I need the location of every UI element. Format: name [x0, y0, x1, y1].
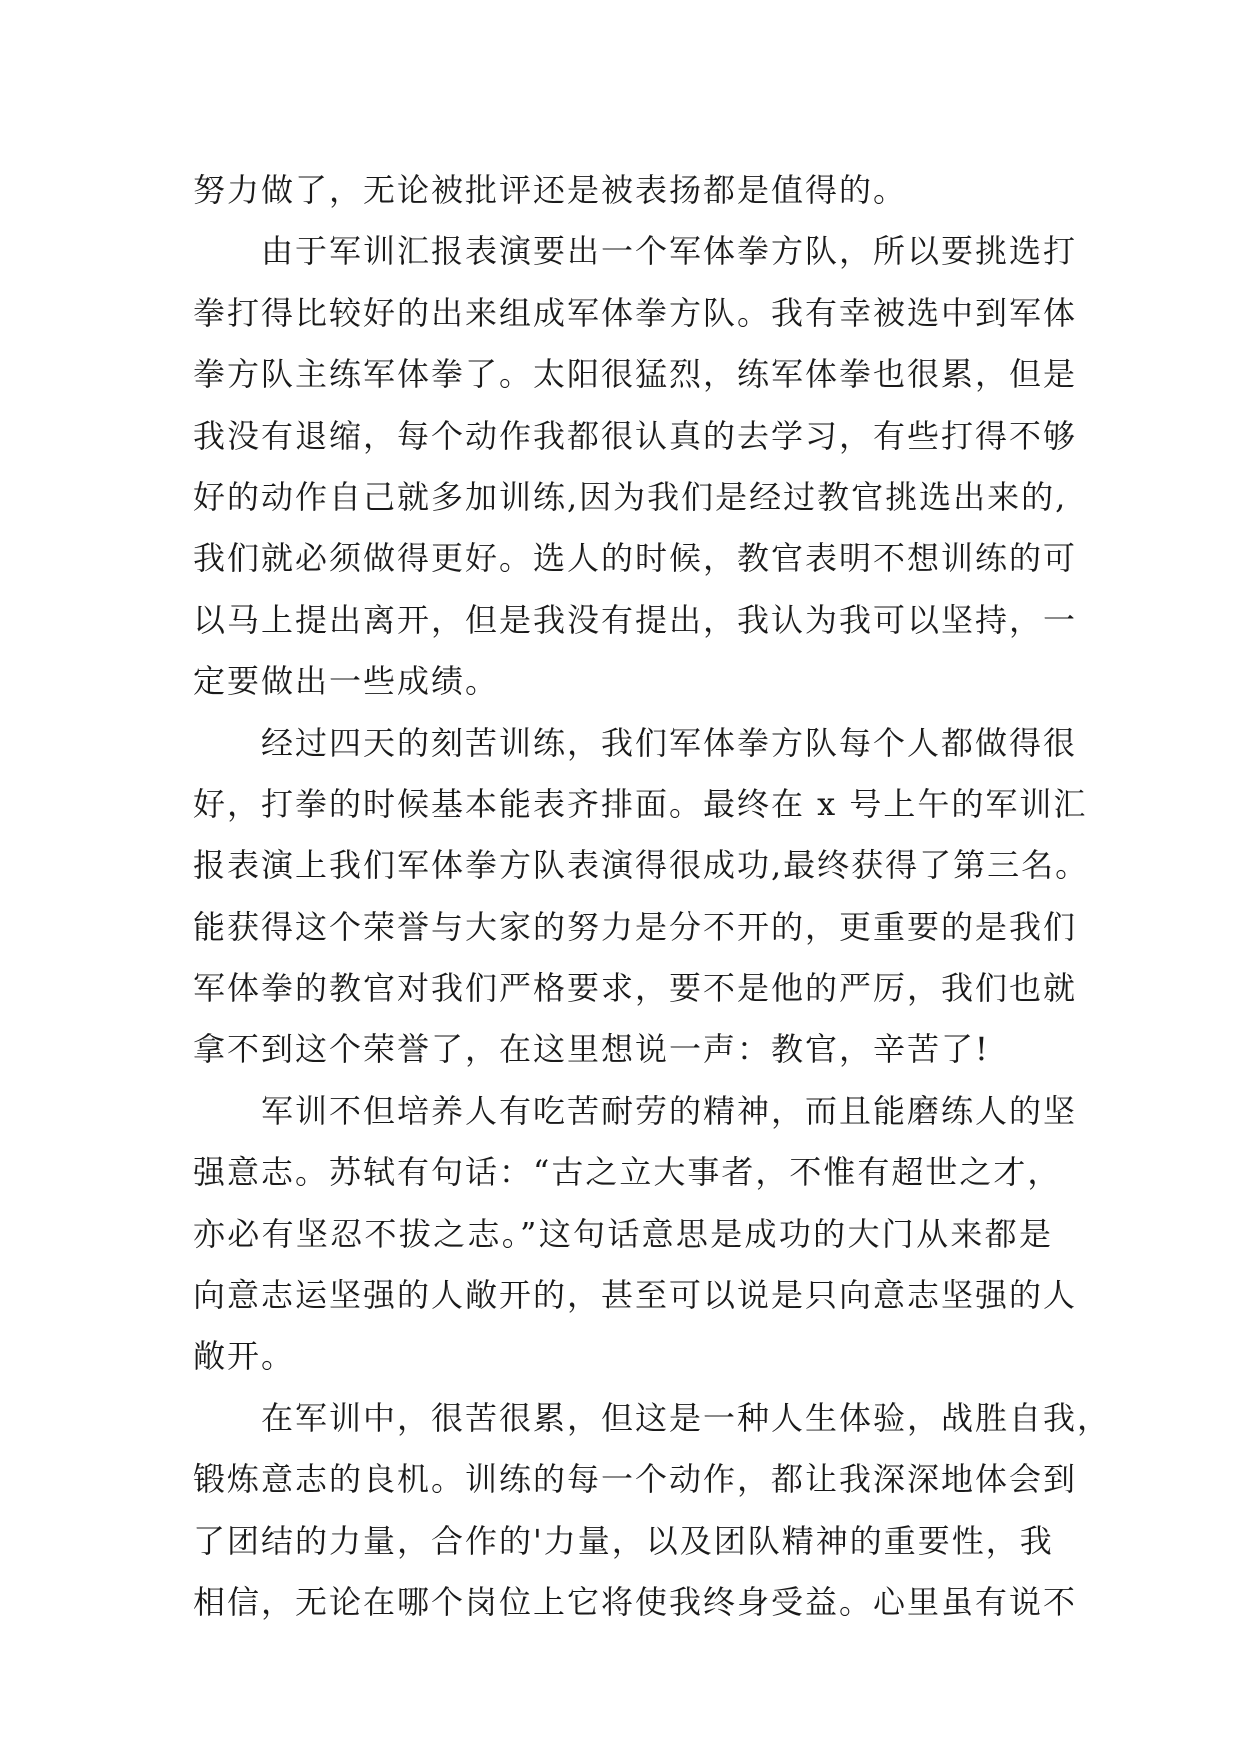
text-line: 相信，无论在哪个岗位上它将使我终身受益。心里虽有说不	[193, 1582, 1078, 1621]
text-line: 定要做出一些成绩。	[193, 662, 500, 701]
paragraph-first-line: 由于军训汇报表演要出一个军体拳方队，所以要挑选打	[261, 232, 1078, 271]
paragraph-first-line: 军训不但培养人有吃苦耐劳的精神，而且能磨练人的坚	[261, 1091, 1078, 1130]
text-line: 拳打得比较好的出来组成军体拳方队。我有幸被选中到军体	[193, 293, 1078, 332]
text-line: 亦必有坚忍不拔之志。”这句话意思是成功的大门从来都是	[193, 1214, 1053, 1253]
text-line: 拿不到这个荣誉了，在这里想说一声：教官，辛苦了!	[193, 1030, 990, 1069]
body-text	[193, 160, 1112, 1633]
text-line: 敞开。	[193, 1337, 296, 1376]
text-line: 向意志运坚强的人敞开的，甚至可以说是只向意志坚强的人	[193, 1276, 1078, 1315]
text-line: 报表演上我们军体拳方队表演得很成功,最终获得了第三名。	[193, 846, 1090, 885]
text-line: 好，打拳的时候基本能表齐排面。最终在 x 号上午的军训汇	[193, 784, 1088, 823]
text-line: 军体拳的教官对我们严格要求，要不是他的严厉，我们也就	[193, 969, 1078, 1008]
text-line: 拳方队主练军体拳了。太阳很猛烈，练军体拳也很累，但是	[193, 355, 1078, 394]
text-line: 我没有退缩，每个动作我都很认真的去学习，有些打得不够	[193, 416, 1078, 455]
paragraph-first-line: 经过四天的刻苦训练，我们军体拳方队每个人都做得很	[261, 723, 1078, 762]
text-line: 了团结的力量，合作的'力量，以及团队精神的重要性，我	[193, 1521, 1054, 1560]
text-line: 能获得这个荣誉与大家的努力是分不开的，更重要的是我们	[193, 907, 1078, 946]
text-line: 以马上提出离开，但是我没有提出，我认为我可以坚持，一	[193, 600, 1078, 639]
text-line: 锻炼意志的良机。训练的每一个动作，都让我深深地体会到	[193, 1460, 1078, 1499]
paragraph-first-line: 在军训中，很苦很累，但这是一种人生体验，战胜自我，	[261, 1398, 1112, 1437]
text-line: 努力做了，无论被批评还是被表扬都是值得的。	[193, 171, 908, 209]
text-line: 好的动作自己就多加训练,因为我们是经过教官挑选出来的,	[193, 477, 1068, 516]
text-line: 我们就必须做得更好。选人的时候，教官表明不想训练的可	[193, 539, 1078, 578]
text-line: 强意志。苏轼有句话：“古之立大事者，不惟有超世之才，	[193, 1153, 1062, 1192]
